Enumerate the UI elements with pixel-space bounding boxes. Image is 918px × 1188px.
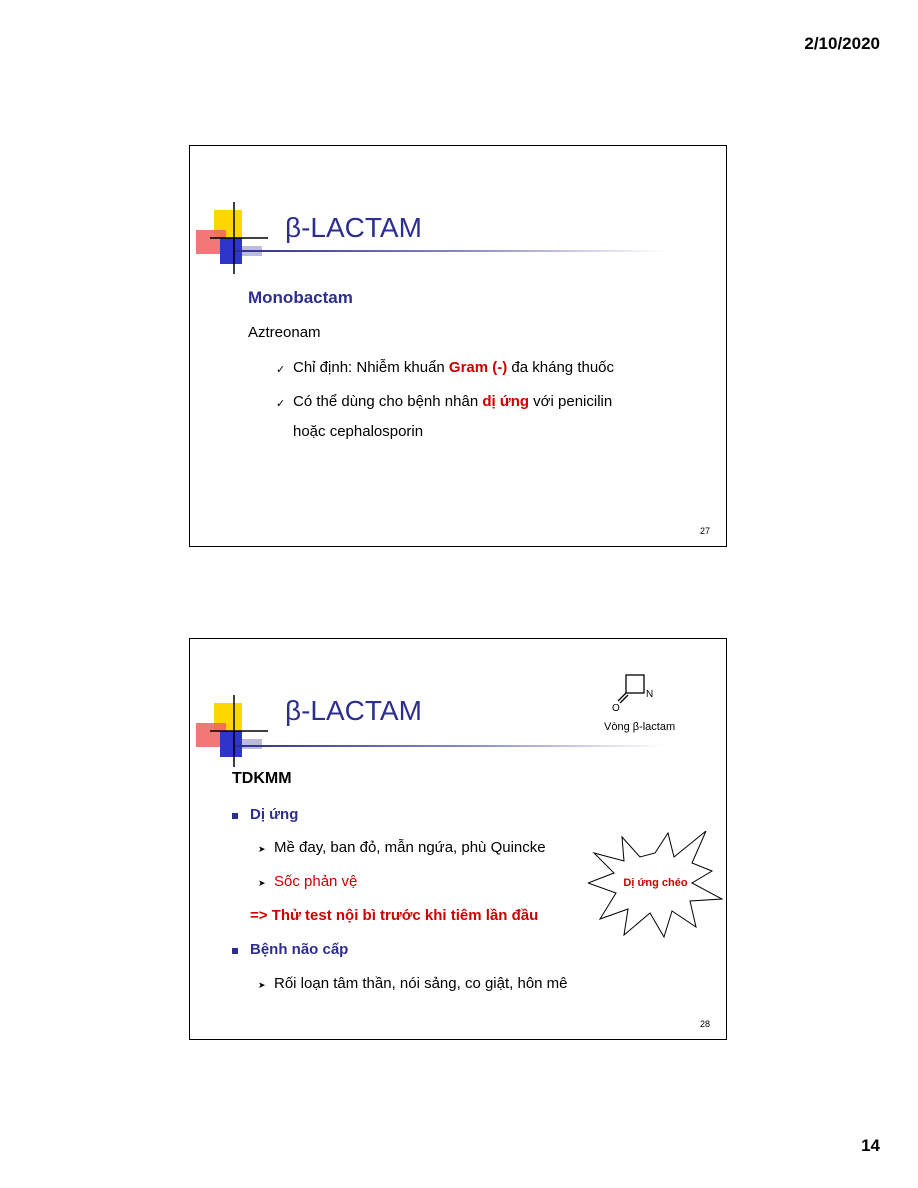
page-number: 14 bbox=[861, 1136, 880, 1155]
slide-27 bbox=[189, 145, 727, 547]
ring-caption: Vòng β-lactam bbox=[604, 721, 676, 733]
page-date: 2/10/2020 bbox=[804, 34, 880, 53]
skin-test-warning: => Thử test nội bì trước khi tiêm lần đầu bbox=[250, 907, 539, 924]
section-heading: TDKMM bbox=[232, 770, 292, 787]
bullet-square bbox=[232, 813, 238, 819]
allergy-text-line2: hoặc cephalosporin bbox=[293, 423, 424, 440]
slide-number: 27 bbox=[699, 526, 710, 536]
ring-oxygen-label: O bbox=[612, 703, 620, 713]
arrow-bullet-icon: ➤ bbox=[258, 878, 266, 888]
beta-lactam-ring-icon bbox=[610, 669, 670, 713]
arrow-bullet-icon: ➤ bbox=[258, 844, 266, 854]
check-icon: ✓ bbox=[276, 364, 286, 376]
decorative-squares-logo bbox=[196, 695, 268, 767]
bullet-square bbox=[232, 948, 238, 954]
slide-title: β-LACTAM bbox=[285, 695, 422, 726]
cross-allergy-label: Dị ứng chéo bbox=[623, 877, 688, 889]
anaphylaxis-text: Sốc phản vệ bbox=[274, 873, 358, 890]
bullet-allergy: Dị ứng bbox=[250, 806, 299, 823]
title-underline bbox=[235, 745, 665, 747]
bullet-encephalopathy: Bệnh não cấp bbox=[250, 941, 349, 958]
allergy-symptoms: Mề đay, ban đỏ, mẫn ngứa, phù Quincke bbox=[274, 839, 546, 856]
slide-28 bbox=[189, 638, 727, 1040]
ring-nitrogen-label: N bbox=[646, 689, 654, 700]
slide-title: β-LACTAM bbox=[285, 212, 422, 243]
indication-text: Chỉ định: Nhiễm khuẩn Gram (-) đa kháng thuốc bbox=[293, 359, 615, 376]
drug-name: Aztreonam bbox=[248, 324, 321, 341]
check-icon: ✓ bbox=[276, 398, 286, 410]
section-heading: Monobactam bbox=[248, 288, 353, 307]
allergy-text: Có thể dùng cho bệnh nhân dị ứng với penicilin bbox=[293, 393, 613, 410]
title-underline bbox=[235, 250, 665, 252]
encephalopathy-symptoms: Rối loạn tâm thần, nói sảng, co giật, hôn mê bbox=[274, 975, 568, 992]
decorative-squares-logo bbox=[196, 202, 268, 274]
slide-number: 28 bbox=[699, 1019, 710, 1029]
arrow-bullet-icon: ➤ bbox=[258, 980, 266, 990]
